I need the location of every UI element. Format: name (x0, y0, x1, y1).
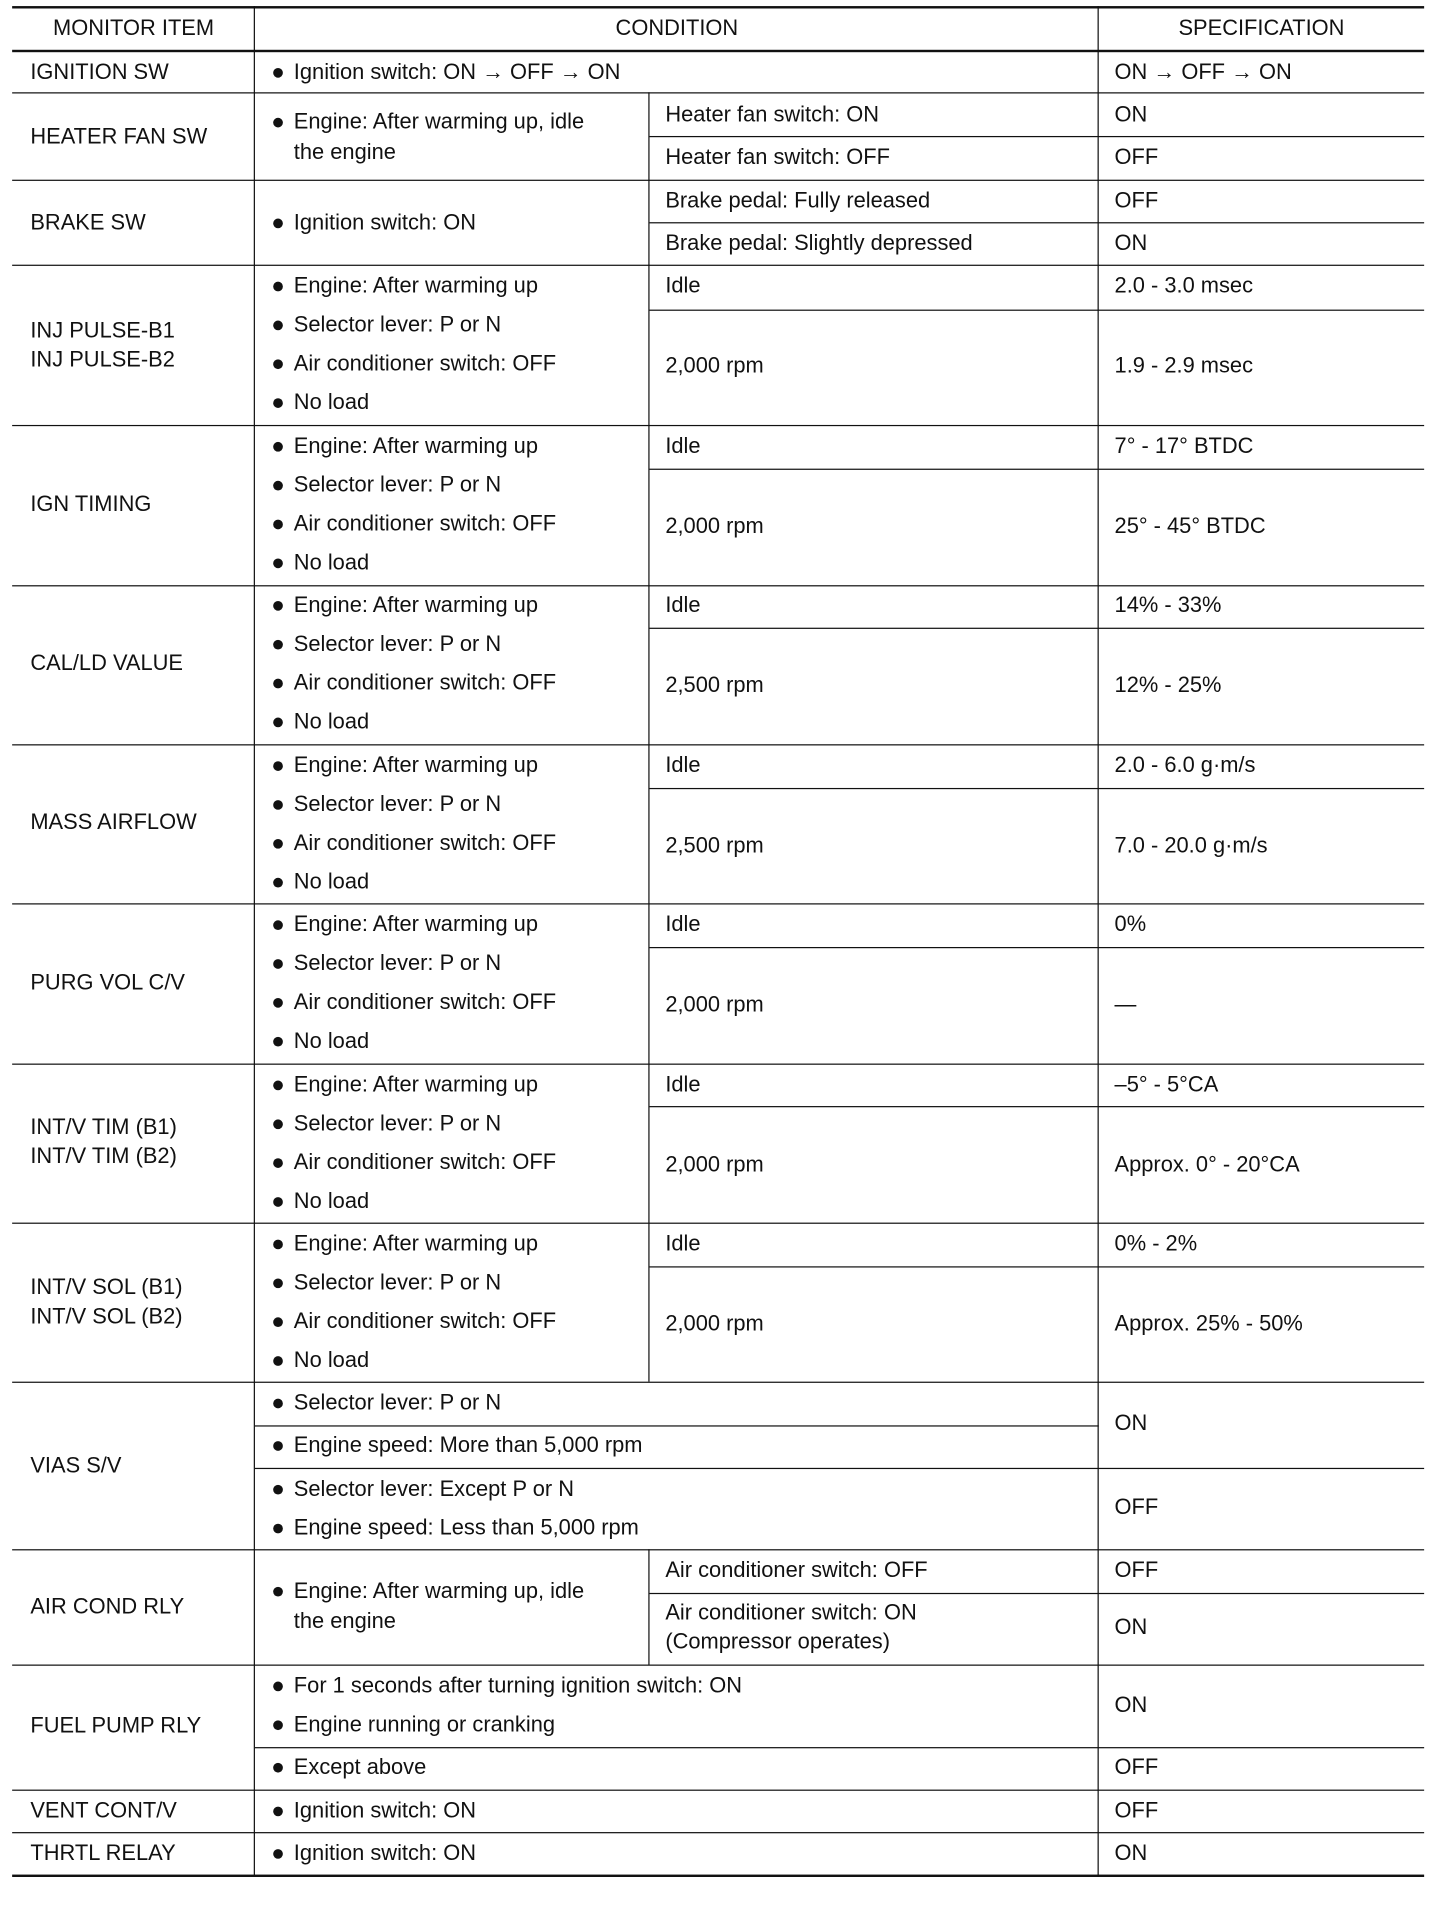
condition-text: Selector lever: P or N (293, 1390, 502, 1415)
row-rule (255, 1468, 1424, 1469)
condition-text: Selector lever: Except P or N (293, 1476, 574, 1501)
bullet (273, 481, 283, 491)
item-brake-sw: BRAKE SW (30, 210, 146, 235)
condition-text: No load (293, 1188, 370, 1213)
column-rule-subcondition (648, 92, 649, 266)
condition-text: Air conditioner switch: OFF (293, 670, 557, 695)
bullet (273, 998, 283, 1008)
item-mass-airflow: MASS AIRFLOW (30, 809, 197, 835)
spec-value: 2.0 - 6.0 g·m/s (1114, 752, 1256, 778)
subcondition-text: Idle (665, 273, 701, 298)
column-rule-spec (1098, 6, 1099, 1876)
subcondition-text: 2,500 rpm (665, 672, 764, 697)
condition-text: Selector lever: P or N (293, 312, 502, 337)
spec-value: 2.0 - 3.0 msec (1114, 273, 1254, 298)
condition-text: No load (293, 1347, 370, 1372)
row-rule (650, 947, 1425, 948)
row-rule (12, 425, 1424, 426)
condition-text: Selector lever: P or N (293, 1269, 502, 1295)
subcondition-text: 2,000 rpm (665, 513, 764, 538)
condition-text: Air conditioner switch: OFF (293, 350, 557, 376)
spec-value: 7.0 - 20.0 g·m/s (1114, 832, 1268, 858)
row-rule (650, 788, 1425, 789)
condition-text: Air conditioner switch: OFF (293, 830, 557, 855)
item-int-v-tim-b2: INT/V TIM (B2) (30, 1143, 177, 1168)
bullet (273, 1807, 283, 1817)
item-thrtl-relay: THRTL RELAY (30, 1840, 176, 1865)
condition-text: No load (293, 389, 370, 415)
condition-text: Selector lever: P or N (293, 950, 502, 975)
item-inj-pulse-b2: INJ PULSE-B2 (30, 347, 175, 372)
spec-value: –5° - 5°CA (1114, 1072, 1219, 1097)
condition-text: Air conditioner switch: OFF (293, 1149, 557, 1175)
condition-text: Engine: After warming up (293, 752, 538, 778)
subcondition-text: Air conditioner switch: OFF (665, 1557, 928, 1582)
bullet (273, 520, 283, 530)
row-rule (650, 1106, 1425, 1107)
subcondition-text: Brake pedal: Fully released (665, 188, 931, 213)
condition-text: Engine: After warming up, idle (293, 109, 585, 134)
row-rule (650, 310, 1425, 311)
header-specification: SPECIFICATION (1178, 15, 1345, 41)
row-rule (12, 744, 1424, 745)
row-rule (650, 1266, 1425, 1267)
bullet (273, 1441, 283, 1451)
bullet (273, 1197, 283, 1207)
condition-text: No load (293, 869, 370, 894)
item-air-cond-rly: AIR COND RLY (30, 1594, 185, 1619)
spec-value: ON (1114, 1692, 1148, 1717)
row-rule (650, 469, 1425, 470)
bullet (273, 1037, 283, 1047)
bullet (273, 800, 283, 810)
bullet (273, 718, 283, 728)
bullet (273, 1763, 283, 1773)
spec-value: ON (1114, 101, 1148, 127)
subcondition-text: Idle (665, 592, 701, 617)
subcondition-text: Air conditioner switch: ON (665, 1600, 917, 1625)
item-inj-pulse-b1: INJ PULSE-B1 (30, 318, 175, 343)
item-int-v-tim-b1: INT/V TIM (B1) (30, 1114, 177, 1139)
condition-text: No load (293, 549, 370, 575)
item-ignition-sw: IGNITION SW (30, 59, 169, 84)
column-rule-item (254, 6, 255, 1876)
condition-text: Selector lever: P or N (293, 631, 502, 656)
item-int-v-sol-b1: INT/V SOL (B1) (30, 1274, 183, 1300)
bullet (273, 679, 283, 689)
subcondition-text: 2,000 rpm (665, 1152, 764, 1177)
subcondition-text: 2,500 rpm (665, 832, 764, 858)
spec-value: 0% - 2% (1114, 1231, 1198, 1256)
item-cal-ld-value: CAL/LD VALUE (30, 650, 183, 676)
condition-text: Selector lever: P or N (293, 791, 502, 816)
condition-text: Engine: After warming up (293, 592, 538, 617)
bullet (273, 219, 283, 229)
row-rule (255, 1747, 1424, 1748)
item-fuel-pump-rly: FUEL PUMP RLY (30, 1713, 202, 1738)
bullet (273, 920, 283, 930)
row-rule (12, 1665, 1424, 1666)
subcondition-text: Idle (665, 433, 701, 458)
subcondition-text: Idle (665, 1231, 701, 1256)
condition-text: Engine: After warming up (293, 1072, 538, 1097)
subcondition-text: Brake pedal: Slightly depressed (665, 230, 973, 255)
condition-text: Selector lever: P or N (293, 1110, 502, 1136)
bullet (273, 878, 283, 888)
spec-value: OFF (1114, 1557, 1159, 1582)
condition-text: Engine speed: More than 5,000 rpm (293, 1432, 643, 1457)
bullet (273, 1356, 283, 1366)
row-rule (12, 1790, 1424, 1791)
bullet (273, 1081, 283, 1091)
subcondition-text: 2,000 rpm (665, 991, 764, 1017)
column-rule-subcondition (648, 265, 649, 1382)
bullet (273, 321, 283, 331)
condition-text: No load (293, 709, 370, 734)
condition-text: Ignition switch: ON (293, 1798, 477, 1823)
item-vias-sv: VIAS S/V (30, 1453, 122, 1478)
row-rule (12, 1832, 1424, 1833)
row-rule (12, 1549, 1424, 1550)
row-rule (12, 180, 1424, 181)
row-rule (12, 903, 1424, 904)
header-monitor-item: MONITOR ITEM (53, 15, 215, 41)
subcondition-text: Heater fan switch: OFF (665, 144, 891, 169)
bullet (273, 1682, 283, 1692)
row-rule (12, 585, 1424, 586)
bullet (273, 1485, 283, 1495)
bullet (273, 1240, 283, 1250)
row-rule (12, 92, 1424, 93)
row-rule (12, 1223, 1424, 1224)
row-rule (12, 1382, 1424, 1383)
bullet (273, 1317, 283, 1327)
bullet (273, 640, 283, 650)
header-condition: CONDITION (615, 15, 739, 41)
header-bottom-rule (12, 50, 1424, 52)
condition-text: Engine speed: Less than 5,000 rpm (293, 1515, 639, 1540)
bullet (273, 1849, 283, 1859)
bullet (273, 959, 283, 969)
bullet (273, 558, 283, 568)
bullet (273, 442, 283, 452)
spec-value: ON (1114, 230, 1148, 255)
item-vent-cont-v: VENT CONT/V (30, 1798, 177, 1823)
condition-text: Air conditioner switch: OFF (293, 1308, 557, 1334)
spec-value: ON (1114, 1614, 1148, 1640)
item-purg-vol-cv: PURG VOL C/V (30, 970, 185, 995)
bullet (273, 1720, 283, 1730)
row-rule (650, 136, 1425, 137)
bullet (273, 1524, 283, 1534)
spec-value: ON (1114, 1840, 1148, 1865)
item-ign-timing: IGN TIMING (30, 491, 152, 516)
subcondition-text: 2,000 rpm (665, 353, 764, 378)
bullet (273, 359, 283, 369)
row-rule (12, 1064, 1424, 1065)
bullet (273, 839, 283, 849)
row-rule (12, 265, 1424, 266)
row-rule (650, 628, 1425, 629)
bullet (273, 1399, 283, 1409)
table-top-border (12, 6, 1424, 8)
table-bottom-border (12, 1875, 1424, 1877)
condition-text: Engine: After warming up (293, 433, 538, 458)
item-int-v-sol-b2: INT/V SOL (B2) (30, 1303, 183, 1329)
condition-text: Ignition switch: ON → OFF → ON (293, 59, 621, 84)
bullet (273, 1158, 283, 1168)
row-rule (650, 222, 1425, 223)
spec-value: OFF (1114, 1494, 1159, 1519)
row-rule (650, 1593, 1425, 1594)
condition-text: Ignition switch: ON (293, 1840, 477, 1865)
spec-value: OFF (1114, 1798, 1159, 1823)
condition-text: the engine (293, 139, 396, 164)
condition-text: Engine: After warming up (293, 1231, 538, 1256)
bullet (273, 118, 283, 128)
condition-text: Air conditioner switch: OFF (293, 511, 557, 536)
subcondition-text: (Compressor operates) (665, 1629, 891, 1654)
spec-value: 0% (1114, 911, 1147, 937)
condition-text: Engine: After warming up, idle (293, 1578, 585, 1603)
bullet (273, 761, 283, 771)
spec-value: 25° - 45° BTDC (1114, 513, 1266, 538)
subcondition-text: Idle (665, 752, 701, 778)
spec-value: ON (1114, 1410, 1148, 1436)
condition-text: Engine running or cranking (293, 1711, 556, 1737)
bullet (273, 1119, 283, 1129)
spec-value: Approx. 25% - 50% (1114, 1311, 1303, 1336)
condition-text: Engine: After warming up (293, 273, 538, 298)
condition-text: Ignition switch: ON (293, 210, 477, 235)
subcondition-text: Idle (665, 911, 701, 937)
spec-value: 7° - 17° BTDC (1114, 433, 1254, 458)
spec-value: 1.9 - 2.9 msec (1114, 353, 1254, 378)
condition-text: No load (293, 1028, 370, 1053)
condition-text: For 1 seconds after turning ignition switch: ON (293, 1673, 743, 1698)
row-rule (255, 1425, 1099, 1426)
item-heater-fan-sw: HEATER FAN SW (30, 123, 208, 149)
spec-value: OFF (1114, 144, 1159, 169)
bullet (273, 601, 283, 611)
column-rule-subcondition (648, 1549, 649, 1664)
bullet (273, 1587, 283, 1597)
condition-text: Except above (293, 1754, 427, 1779)
condition-text: the engine (293, 1608, 396, 1633)
bullet (273, 282, 283, 292)
spec-value: OFF (1114, 188, 1159, 213)
spec-value: OFF (1114, 1754, 1159, 1779)
spec-value: 14% - 33% (1114, 592, 1222, 617)
spec-value: Approx. 0° - 20°CA (1114, 1152, 1300, 1177)
bullet (273, 398, 283, 408)
spec-value: — (1114, 991, 1137, 1017)
condition-text: Selector lever: P or N (293, 472, 502, 497)
spec-value: 12% - 25% (1114, 672, 1222, 697)
subcondition-text: Heater fan switch: ON (665, 101, 880, 127)
subcondition-text: Idle (665, 1072, 701, 1097)
subcondition-text: 2,000 rpm (665, 1311, 764, 1336)
bullet (273, 68, 283, 78)
condition-text: Engine: After warming up (293, 911, 538, 937)
spec-value: ON → OFF → ON (1114, 59, 1292, 84)
bullet (273, 1278, 283, 1288)
condition-text: Air conditioner switch: OFF (293, 989, 557, 1014)
